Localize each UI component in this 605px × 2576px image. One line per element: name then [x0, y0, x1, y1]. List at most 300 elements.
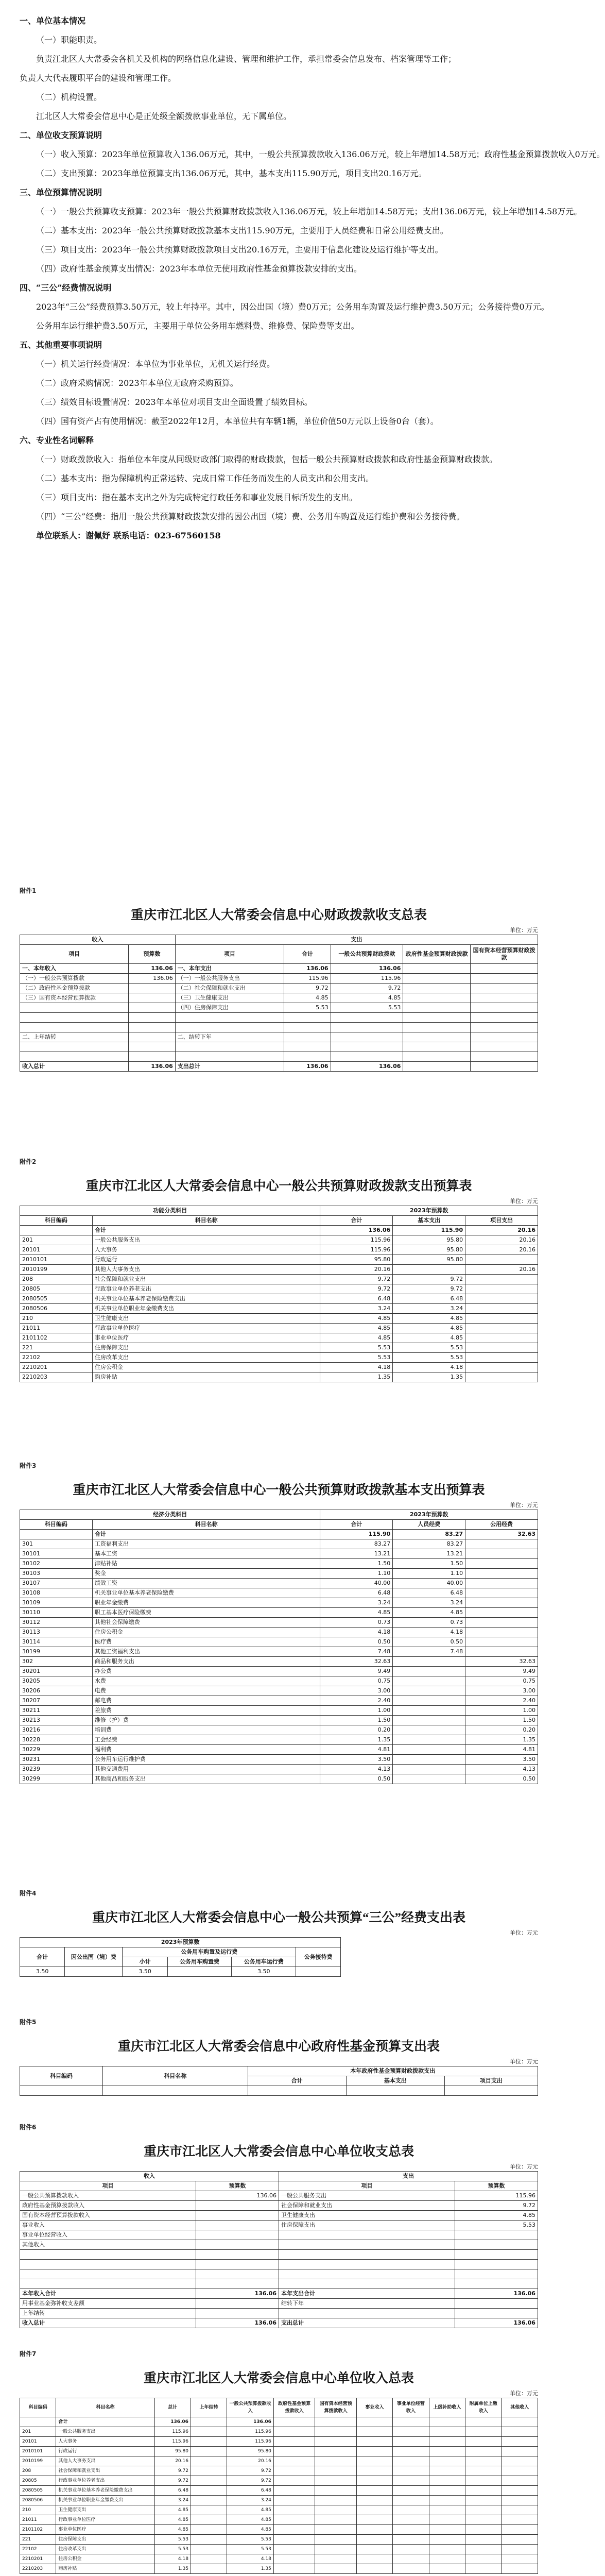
column-header: 项目 [20, 945, 129, 964]
table-cell [393, 2545, 429, 2554]
table-cell: 职业年金缴费 [92, 1598, 320, 1608]
table-row [20, 2466, 538, 2476]
table-cell [315, 2437, 356, 2447]
table-cell: 0.20 [320, 1725, 393, 1735]
table-cell [393, 2486, 429, 2496]
table-cell: 30199 [20, 1647, 93, 1657]
table-row [20, 984, 538, 993]
table-cell: 事业收入 [20, 2221, 196, 2230]
section-heading: 三、单位预算情况说明 [20, 188, 102, 197]
table-cell: 5.53 [393, 1343, 465, 1353]
unit-label: 单位：万元 [510, 2163, 538, 2170]
table-cell: 115.96 [154, 2437, 191, 2447]
paragraph-line: （四）政府性基金预算支出情况：2023年本单位无使用政府性基金预算拨款安排的支出。 [36, 264, 362, 274]
table-cell [20, 2260, 196, 2269]
table-cell: 1.35 [465, 1735, 538, 1745]
table-cell [129, 1032, 176, 1042]
table-cell [279, 2279, 455, 2289]
table-cell: 2080505 [20, 2486, 56, 2496]
table-cell: 30102 [20, 1559, 93, 1569]
table-cell: 221 [20, 1343, 93, 1353]
column-header: 科目编码 [20, 1216, 93, 1226]
table-cell [20, 2269, 196, 2279]
table-cell [393, 2535, 429, 2545]
table-4-section [0, 1889, 558, 2007]
table-cell: 13.21 [393, 1549, 465, 1559]
general-budget-expense-table [20, 1206, 538, 1382]
table-row [20, 1052, 538, 1062]
header-function-class: 功能分类科目 [20, 1206, 320, 1216]
table-cell: （三）卫生健康支出 [175, 993, 284, 1003]
table-cell: 9.49 [465, 1667, 538, 1676]
table-cell: 1.35 [320, 1372, 393, 1382]
table-cell: 6.48 [393, 1294, 465, 1304]
column-header: 项目 [279, 2181, 455, 2191]
table-cell [356, 2496, 392, 2505]
table-cell: 住房公积金 [56, 2554, 154, 2564]
table-cell: 20.16 [227, 2456, 274, 2466]
table-cell [465, 1579, 538, 1588]
header-basic: 基本支出 [346, 2076, 444, 2086]
column-header: 总计 [154, 2398, 191, 2417]
table-cell [356, 2554, 392, 2564]
table-cell: 3.00 [320, 1686, 393, 1696]
table-cell: 7.48 [320, 1647, 393, 1657]
table-cell [403, 993, 471, 1003]
table-row [20, 1706, 538, 1716]
column-header: 项目 [20, 2181, 196, 2191]
table-cell: 136.06 [196, 2191, 279, 2201]
table-cell: 136.06 [227, 2417, 274, 2427]
table-row [20, 1032, 538, 1042]
table-cell [20, 1226, 93, 1235]
table-cell: 30109 [20, 1598, 93, 1608]
table-cell: 30108 [20, 1588, 93, 1598]
table-cell [465, 2554, 502, 2564]
table-cell [403, 1042, 471, 1052]
table-cell: 20.16 [320, 1265, 393, 1275]
column-header: 基本支出 [393, 1216, 465, 1226]
table-cell: 21011 [20, 1324, 93, 1333]
table-cell [455, 2299, 538, 2309]
table-cell [175, 1013, 284, 1023]
table-cell [191, 2564, 227, 2574]
table-cell: 卫生健康支出 [56, 2505, 154, 2515]
table-cell: 购房补贴 [92, 1372, 320, 1382]
table-cell [429, 2554, 465, 2564]
table-cell: 30231 [20, 1755, 93, 1765]
table-cell: 0.75 [320, 1676, 393, 1686]
table-cell [471, 993, 538, 1003]
table-cell: 2101102 [20, 2525, 56, 2535]
table-cell [429, 2476, 465, 2486]
table-cell [196, 2260, 279, 2269]
table-cell: 机关事业单位基本养老保险缴费支出 [56, 2486, 154, 2496]
table-cell: 32.63 [320, 1657, 393, 1667]
table-cell [465, 1608, 538, 1618]
table-cell: 302 [20, 1657, 93, 1667]
table-cell: 机关事业单位职业年金缴费支出 [56, 2496, 154, 2505]
table-cell: 0.50 [320, 1774, 393, 1784]
table-row [20, 2299, 538, 2309]
table-cell [129, 1003, 176, 1013]
table-cell [393, 1676, 465, 1686]
table-row [20, 1275, 538, 1284]
table-cell [403, 1052, 471, 1062]
three-public-expense-table [20, 1937, 341, 1977]
table-cell: 4.18 [320, 1628, 393, 1637]
column-header: 预算数 [196, 2181, 279, 2191]
table-cell [465, 1569, 538, 1579]
table-cell: 2.40 [320, 1696, 393, 1706]
table-cell: 20.16 [465, 1235, 538, 1245]
table-row [20, 964, 538, 974]
table-cell: 136.06 [284, 964, 331, 974]
table-cell [465, 1314, 538, 1324]
table-cell: 2080505 [20, 1294, 93, 1304]
unit-label: 单位：万元 [510, 1198, 538, 1205]
table-cell: 行政事业单位医疗 [92, 1324, 320, 1333]
column-header: 预算数 [455, 2181, 538, 2191]
table-cell: 1.10 [393, 1569, 465, 1579]
table-cell: 行政运行 [92, 1255, 320, 1265]
table-cell [331, 1032, 403, 1042]
table-cell: 机关事业单位基本养老保险缴费 [92, 1588, 320, 1598]
table-cell [465, 1372, 538, 1382]
table-cell: 136.06 [196, 2318, 279, 2328]
column-header: 事业收入 [356, 2398, 392, 2417]
table-cell: 社会保障和就业支出 [92, 1275, 320, 1284]
table-cell: 4.85 [393, 1314, 465, 1324]
table-cell [284, 1042, 331, 1052]
header-total: 合计 [248, 2076, 346, 2086]
table-cell: （四）住房保障支出 [175, 1003, 284, 1013]
table-cell [273, 2564, 315, 2574]
table-row [20, 1579, 538, 1588]
table-cell: 合计 [92, 1530, 320, 1539]
section-heading: 四、“三公”经费情况说明 [20, 283, 112, 293]
table-cell: 0.20 [465, 1725, 538, 1735]
paragraph-line: （一）职能职责。 [36, 35, 102, 45]
table-cell [196, 2250, 279, 2260]
header-total: 合计 [20, 1947, 65, 1967]
table-row [20, 2564, 538, 2574]
table-cell [429, 2564, 465, 2574]
header-budget-year: 2023年预算数 [320, 1510, 538, 1520]
table-cell: 32.63 [465, 1657, 538, 1667]
table-cell: 30201 [20, 1667, 93, 1676]
table-cell [429, 2515, 465, 2525]
table-cell: 136.06 [154, 2417, 191, 2427]
header-economic-class: 经济分类科目 [20, 1510, 320, 1520]
table-cell: 用事业基金弥补收支差额 [20, 2299, 196, 2309]
table-title: 重庆市江北区人大常委会信息中心一般公共预算“三公”经费支出表 [92, 1911, 465, 1925]
table-cell [465, 1647, 538, 1657]
table-row [20, 1686, 538, 1696]
table-cell: 5.53 [154, 2545, 191, 2554]
table-cell: 津贴补贴 [92, 1559, 320, 1569]
table-cell [393, 1667, 465, 1676]
table-cell [273, 2456, 315, 2466]
table-cell [393, 2496, 429, 2505]
table-cell: 卫生健康支出 [279, 2211, 455, 2221]
table-row [20, 2417, 538, 2427]
table-cell [273, 2466, 315, 2476]
table-cell: 83.27 [320, 1539, 393, 1549]
table-cell [191, 2466, 227, 2476]
table-cell: 5.53 [320, 1343, 393, 1353]
table-cell [429, 2486, 465, 2496]
table-row [20, 1598, 538, 1608]
unit-label: 单位：万元 [510, 1502, 538, 1509]
table-cell [175, 1042, 284, 1052]
header-budget-year: 2023年预算数 [20, 1938, 341, 1947]
table-cell: 3.50 [123, 1967, 167, 1977]
table-cell [196, 2269, 279, 2279]
table-cell [393, 1657, 465, 1667]
table-cell [20, 2417, 56, 2427]
table-cell: （一）一般公共服务支出 [175, 974, 284, 984]
table-cell: 95.80 [393, 1235, 465, 1245]
table-cell [356, 2515, 392, 2525]
table-cell [465, 2496, 502, 2505]
table-cell: 2010199 [20, 1265, 93, 1275]
attachment-label: 附件7 [20, 2350, 37, 2358]
table-cell: 22102 [20, 2545, 56, 2554]
header-name: 科目名称 [102, 2066, 248, 2086]
paragraph-line: （二）机构设置。 [36, 92, 102, 102]
table-cell [315, 2505, 356, 2515]
table-cell: 95.80 [154, 2447, 191, 2456]
table-cell: 20.16 [154, 2456, 191, 2466]
table-cell: 电费 [92, 1686, 320, 1696]
table-cell [315, 2525, 356, 2535]
table-cell [429, 2466, 465, 2476]
table-cell: 4.85 [320, 1608, 393, 1618]
table-cell: 9.72 [393, 1275, 465, 1284]
table-cell [393, 1716, 465, 1725]
table-cell [196, 2279, 279, 2289]
table-cell [315, 2417, 356, 2427]
table-cell: 30110 [20, 1608, 93, 1618]
table-cell: 培训费 [92, 1725, 320, 1735]
intro-text [0, 0, 605, 824]
table-cell [393, 1745, 465, 1755]
table-row [20, 1735, 538, 1745]
table-cell [129, 1052, 176, 1062]
table-cell [465, 1363, 538, 1372]
table-5-section [0, 2018, 558, 2110]
table-cell: 30101 [20, 1549, 93, 1559]
table-cell: 201 [20, 1235, 93, 1245]
table-cell: 工会经费 [92, 1735, 320, 1745]
table-cell [465, 1549, 538, 1559]
table-row [20, 1363, 538, 1372]
table-row [20, 1628, 538, 1637]
table-cell [273, 2496, 315, 2505]
table-cell [455, 2279, 538, 2289]
table-cell [196, 2211, 279, 2221]
table-cell [175, 1052, 284, 1062]
table-cell [465, 2417, 502, 2427]
section-heading: 一、单位基本情况 [20, 16, 86, 26]
attachment-label: 附件4 [20, 1890, 37, 1897]
unit-label: 单位：万元 [510, 1929, 538, 1936]
column-header: 国有资本经营预算财政拨款 [471, 945, 538, 964]
section-heading: 六、专业性名词解释 [20, 435, 94, 445]
table-cell: 4.81 [465, 1745, 538, 1755]
table-cell [273, 2476, 315, 2486]
table-cell [502, 2535, 538, 2545]
table-cell [393, 1706, 465, 1716]
table-cell [502, 2525, 538, 2535]
table-cell: 工资福利支出 [92, 1539, 320, 1549]
table-cell [393, 1765, 465, 1774]
table-cell [273, 2427, 315, 2437]
table-cell [356, 2525, 392, 2535]
table-cell: 卫生健康支出 [92, 1314, 320, 1324]
table-cell: 基本工资 [92, 1549, 320, 1559]
table-cell [273, 2535, 315, 2545]
table-cell [429, 2437, 465, 2447]
table-cell: 1.00 [320, 1706, 393, 1716]
table-cell: 2080506 [20, 2496, 56, 2505]
table-cell [279, 2230, 455, 2240]
table-cell [191, 2545, 227, 2554]
table-row [20, 2545, 538, 2554]
table-cell: 4.13 [465, 1765, 538, 1774]
table-cell [429, 2535, 465, 2545]
table-cell: 办公费 [92, 1667, 320, 1676]
table-row [20, 974, 538, 984]
table-cell [502, 2564, 538, 2574]
table-cell: 301 [20, 1539, 93, 1549]
table-cell [196, 2309, 279, 2318]
table-cell [393, 2417, 429, 2427]
table-cell: 事业单位经营收入 [20, 2230, 196, 2240]
table-cell: 3.24 [154, 2496, 191, 2505]
table-cell: 支出总计 [175, 1062, 284, 1072]
table-row [20, 1745, 538, 1755]
basic-expense-table [20, 1510, 538, 1784]
table-cell: 绩效工资 [92, 1579, 320, 1588]
table-cell: 福利费 [92, 1745, 320, 1755]
column-header: 合计 [320, 1520, 393, 1530]
table-cell [429, 2545, 465, 2554]
table-row [20, 1637, 538, 1647]
paragraph-line: 单位联系人：谢佩妤 联系电话：023-67560158 [36, 531, 221, 540]
table-cell [471, 1052, 538, 1062]
table-cell: 一般公共服务支出 [56, 2427, 154, 2437]
table-cell: 1.50 [320, 1716, 393, 1725]
table-cell: 1.00 [465, 1706, 538, 1716]
paragraph-line: （三）绩效目标设置情况：2023年本单位对项目支出全面设置了绩效目标。 [36, 397, 313, 407]
table-cell: 其他收入 [20, 2240, 196, 2250]
table-cell [471, 1003, 538, 1013]
table-cell: 208 [20, 2466, 56, 2476]
table-cell [20, 1042, 129, 1052]
paragraph-line: （四）“三公”经费：指用一般公共预算财政拨款安排的因公出国（境）费、公务用车购置及运行维护费和公务接待费。 [36, 512, 465, 521]
table-row [20, 2086, 538, 2096]
table-cell [393, 1755, 465, 1765]
table-cell: 4.85 [320, 1324, 393, 1333]
attachment-label: 附件3 [20, 1462, 37, 1469]
table-cell [284, 1013, 331, 1023]
table-cell: 一般公共服务支出 [279, 2191, 455, 2201]
table-cell: 收入总计 [20, 1062, 129, 1072]
table-cell [465, 1324, 538, 1333]
header-subtotal: 小计 [123, 1957, 167, 1967]
table-cell: 3.00 [465, 1686, 538, 1696]
table-cell: 行政运行 [56, 2447, 154, 2456]
table-cell [248, 2086, 346, 2096]
table-cell [129, 1042, 176, 1052]
table-cell: 4.18 [393, 1628, 465, 1637]
table-1-section [0, 886, 558, 1144]
table-row [20, 2456, 538, 2466]
table-cell [273, 2447, 315, 2456]
table-cell [331, 1023, 403, 1032]
table-cell: 结转下年 [279, 2299, 455, 2309]
table-cell [331, 1042, 403, 1052]
table-cell [465, 2456, 502, 2466]
column-header: 合计 [320, 1216, 393, 1226]
table-cell: 32.63 [465, 1530, 538, 1539]
table-cell: 4.85 [154, 2515, 191, 2525]
table-cell [403, 1023, 471, 1032]
table-cell [191, 2554, 227, 2564]
table-cell: 115.96 [455, 2191, 538, 2201]
table-row [20, 2515, 538, 2525]
table-cell: 0.50 [393, 1637, 465, 1647]
table-cell: 1.50 [465, 1716, 538, 1725]
table-cell [465, 1353, 538, 1363]
table-row [20, 1284, 538, 1294]
attachment-label: 附件5 [20, 2019, 37, 2026]
paragraph-line: 公务用车运行维护费3.50万元，主要用于单位公务用车燃料费、维修费、保险费等支出。 [36, 321, 359, 331]
table-row [20, 1647, 538, 1657]
table-cell: 83.27 [393, 1530, 465, 1539]
table-cell: 3.24 [227, 2496, 274, 2505]
table-cell: 115.96 [227, 2427, 274, 2437]
table-cell [129, 1013, 176, 1023]
table-cell [356, 2545, 392, 2554]
table-row [20, 1765, 538, 1774]
table-cell: 二、结转下年 [175, 1032, 284, 1042]
table-cell [191, 2515, 227, 2525]
unit-summary-table [20, 2171, 538, 2328]
table-cell: 其他交通费用 [92, 1765, 320, 1774]
paragraph-line: （二）支出预算：2023年单位预算支出136.06万元，其中，基本支出115.90万元，项目支出20.16万元。 [36, 168, 427, 178]
table-cell: 4.85 [227, 2525, 274, 2535]
table-cell: 水费 [92, 1676, 320, 1686]
table-cell [471, 974, 538, 984]
table-row [20, 1324, 538, 1333]
table-cell: 合计 [56, 2417, 154, 2427]
table-cell [465, 1304, 538, 1314]
table-row [20, 1372, 538, 1382]
table-cell [196, 2299, 279, 2309]
table-row [20, 1716, 538, 1725]
table-cell [455, 2260, 538, 2269]
table-cell [393, 2515, 429, 2525]
table-row [20, 2535, 538, 2545]
table-cell [465, 2525, 502, 2535]
table-row [20, 2250, 538, 2260]
table-cell: 7.48 [393, 1647, 465, 1657]
table-cell: 208 [20, 1275, 93, 1284]
table-cell: 30239 [20, 1765, 93, 1774]
